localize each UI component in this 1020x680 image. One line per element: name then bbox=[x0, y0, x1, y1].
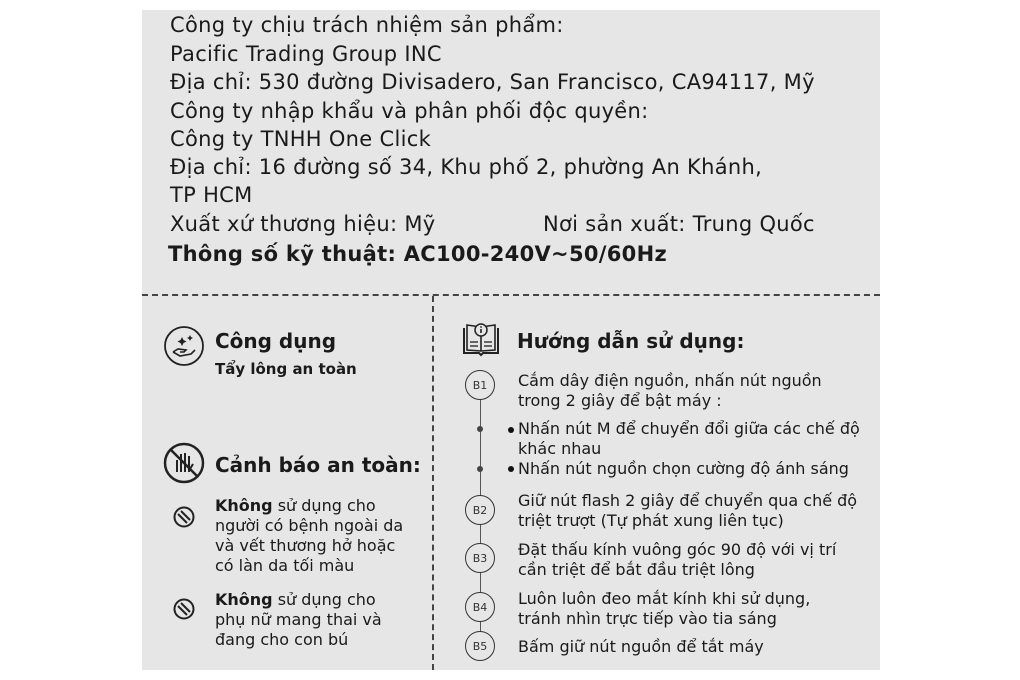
warning-1-line-3: và vết thương hở hoặc bbox=[215, 536, 396, 555]
step-2-badge: B2 bbox=[465, 495, 495, 525]
warning-2-line-3: đang cho con bú bbox=[215, 630, 349, 649]
company-line-2: Pacific Trading Group INC bbox=[170, 42, 442, 66]
usage-title: Công dụng bbox=[215, 329, 337, 353]
bullet-dot bbox=[508, 466, 514, 472]
bullet-1-line-1: Nhấn nút M để chuyển đổi giữa các chế độ bbox=[518, 419, 860, 438]
usage-value: Tẩy lông an toàn bbox=[215, 360, 357, 378]
warning-2-line-1: sử dụng cho bbox=[272, 590, 376, 609]
warning-1-line-1: sử dụng cho bbox=[272, 496, 376, 515]
step-3-line-2: cần triệt để bắt đầu triệt lông bbox=[518, 560, 755, 579]
book-icon bbox=[461, 320, 501, 358]
step-2-text bbox=[518, 491, 857, 531]
step-5-badge: B5 bbox=[465, 631, 495, 661]
bullet-1-line-2: khác nhau bbox=[518, 439, 602, 458]
step-3-line-1: Đặt thấu kính vuông góc 90 độ với vị trí bbox=[518, 540, 837, 559]
prohibited-icon bbox=[172, 597, 196, 621]
timeline-dot bbox=[477, 426, 483, 432]
company-line-3: Địa chỉ: 530 đường Divisadero, San Francisco, CA94117, Mỹ bbox=[170, 70, 815, 94]
warning-1-line-2: người có bệnh ngoài da bbox=[215, 516, 404, 535]
company-line-4: Công ty nhập khẩu và phân phối độc quyền: bbox=[170, 99, 649, 123]
step-1-line-2: trong 2 giây để bật máy : bbox=[518, 391, 722, 410]
step-2-line-1: Giữ nút flash 2 giây để chuyển qua chế độ bbox=[518, 491, 858, 510]
step-1-bullet-1 bbox=[518, 419, 860, 459]
company-line-1: Công ty chịu trách nhiệm sản phẩm: bbox=[170, 13, 564, 37]
prohibited-icon bbox=[172, 505, 196, 529]
warning-1-bold: Không bbox=[215, 496, 273, 515]
step-4-badge: B4 bbox=[465, 592, 495, 622]
warning-1-line-4: có làn da tối màu bbox=[215, 556, 355, 575]
step-1-text bbox=[518, 371, 822, 411]
step-4-text bbox=[518, 589, 810, 629]
timeline-dot bbox=[477, 466, 483, 472]
step-1-badge: B1 bbox=[465, 370, 495, 400]
company-line-5: Công ty TNHH One Click bbox=[170, 127, 432, 151]
no-hand-icon bbox=[163, 442, 205, 484]
horizontal-divider bbox=[142, 294, 880, 296]
made-in-text: Nơi sản xuất: Trung Quốc bbox=[543, 212, 815, 236]
warning-2-bold: Không bbox=[215, 590, 273, 609]
step-3-badge: B3 bbox=[465, 543, 495, 573]
hand-sparkle-icon bbox=[163, 325, 205, 367]
warning-1 bbox=[215, 496, 403, 576]
step-4-line-1: Luôn luôn đeo mắt kính khi sử dụng, bbox=[518, 589, 811, 608]
step-1-bullet-2: Nhấn nút nguồn chọn cường độ ánh sáng bbox=[518, 459, 849, 478]
step-1-line-1: Cắm dây điện nguồn, nhấn nút nguồn bbox=[518, 371, 822, 390]
spec-text: Thông số kỹ thuật: AC100-240V~50/60Hz bbox=[168, 242, 667, 266]
company-line-6: Địa chỉ: 16 đường số 34, Khu phố 2, phường An Khánh, bbox=[170, 155, 763, 179]
step-3-text bbox=[518, 540, 836, 580]
step-5-text: Bấm giữ nút nguồn để tắt máy bbox=[518, 637, 764, 656]
origin-text: Xuất xứ thương hiệu: Mỹ bbox=[170, 212, 436, 236]
bullet-dot bbox=[508, 427, 514, 433]
step-2-line-2: triệt trượt (Tự phát xung liên tục) bbox=[518, 511, 784, 530]
safety-title: Cảnh báo an toàn: bbox=[215, 453, 421, 477]
guide-title: Hướng dẫn sử dụng: bbox=[517, 329, 745, 353]
step-4-line-2: tránh nhìn trực tiếp vào tia sáng bbox=[518, 609, 777, 628]
warning-2 bbox=[215, 590, 382, 650]
company-line-7: TP HCM bbox=[170, 183, 253, 207]
vertical-divider bbox=[432, 296, 434, 670]
warning-2-line-2: phụ nữ mang thai và bbox=[215, 610, 382, 629]
